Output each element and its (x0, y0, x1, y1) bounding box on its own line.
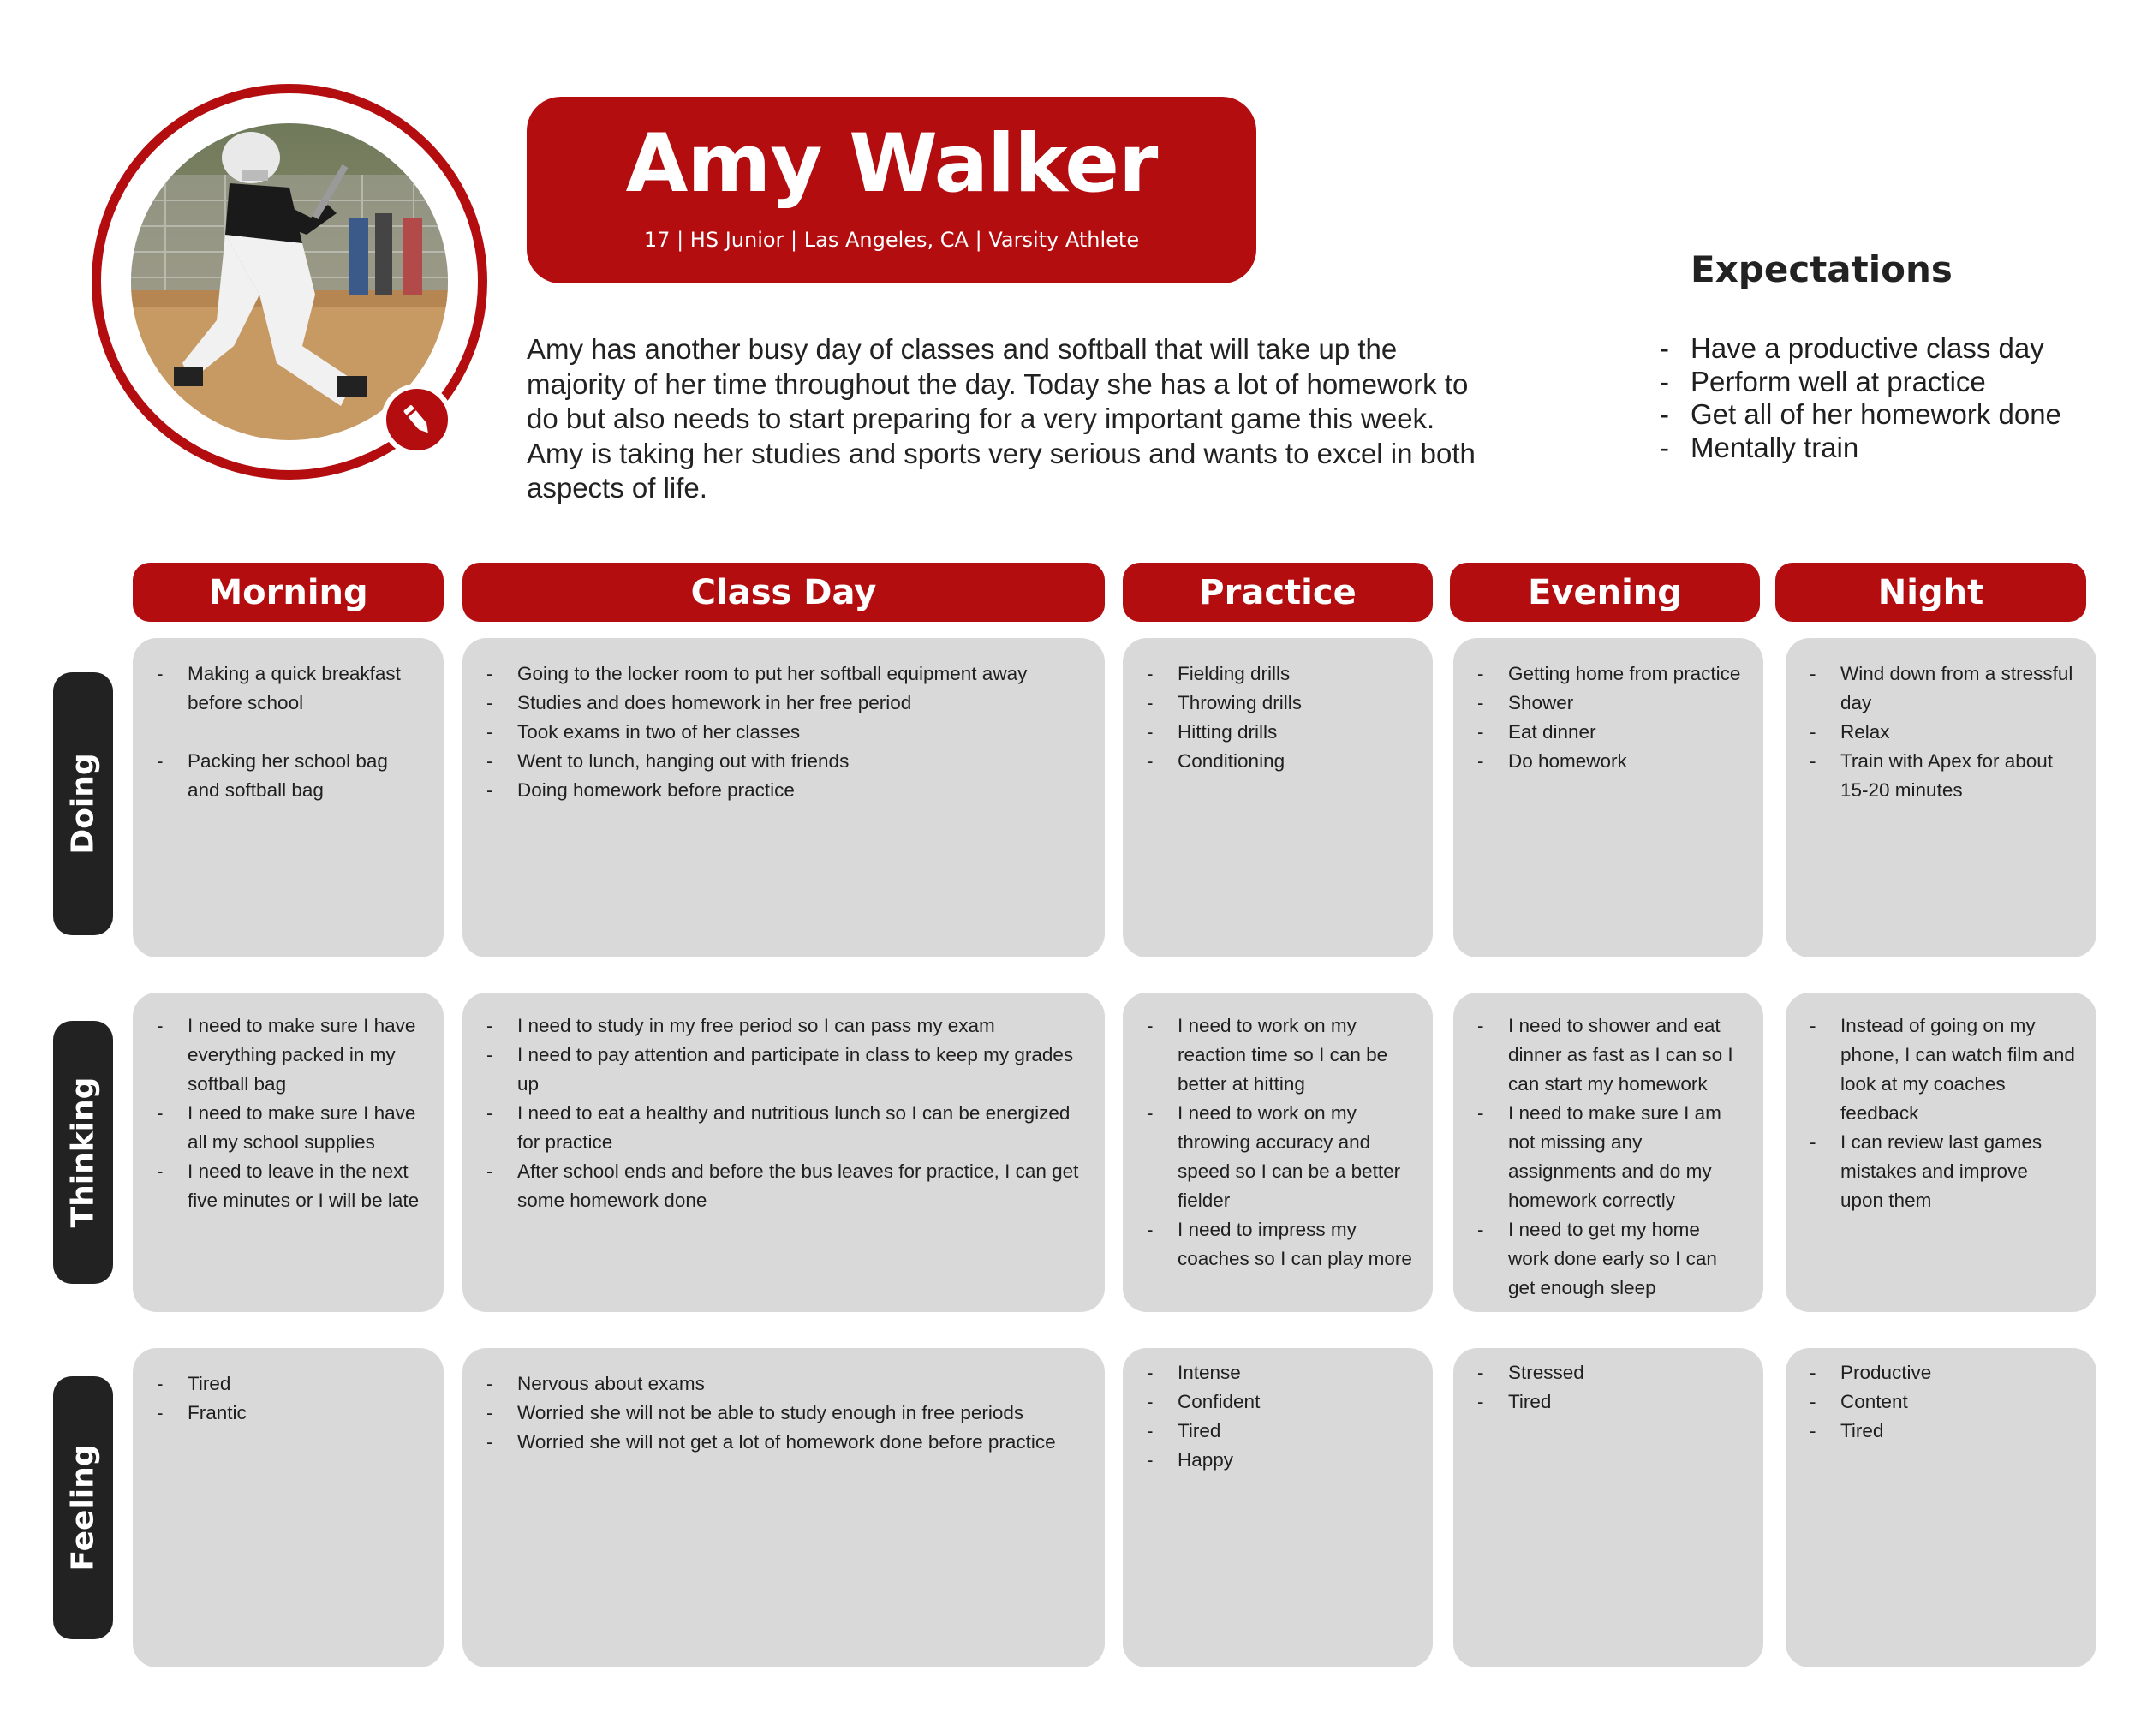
card-doing-class-day (462, 638, 1105, 957)
list-item: - I need to get my home work done early so I can get enough sleep (1477, 1219, 1717, 1298)
card-feeling-night (1786, 1348, 2096, 1667)
list-item: - Stressed (1477, 1362, 1584, 1383)
column-header-practice: Practice (1123, 563, 1433, 622)
list-item: - I need to make sure I have all my school supplies (157, 1102, 416, 1153)
card-thinking-evening (1453, 993, 1763, 1312)
list-item: - I need to make sure I have everything packed in my softball bag (157, 1015, 416, 1095)
list-item: - Content (1810, 1391, 1908, 1412)
list-item: - Going to the locker room to put her softball equipment away (486, 663, 1028, 684)
list-item: - I need to study in my free period so I can pass my exam (486, 1015, 995, 1036)
list-item: - Mentally train (1660, 431, 1859, 463)
list-item: - I need to pay attention and participate in class to keep my grades up (486, 1044, 1074, 1095)
spacer (157, 718, 423, 747)
column-header-night: Night (1775, 563, 2086, 622)
list-item: - Tired (1810, 1420, 1884, 1441)
list-item: - Relax (1810, 721, 1890, 743)
list-item: - Conditioning (1147, 750, 1285, 772)
list-item: - Intense (1147, 1362, 1241, 1383)
list-item: - Worried she will not be able to study enough in free periods (486, 1402, 1024, 1423)
list-item: - Train with Apex for about 15-20 minutes (1810, 750, 2054, 801)
card-thinking-practice (1123, 993, 1433, 1312)
card-feeling-evening (1453, 1348, 1763, 1667)
list-item: - I need to make sure I am not missing any assignments and do my homework correctly (1477, 1102, 1721, 1211)
list-item: - Making a quick breakfast before school (157, 663, 401, 713)
list-item: - Worried she will not get a lot of homework done before practice (486, 1431, 1056, 1453)
list-item: - Went to lunch, hanging out with friends (486, 750, 850, 772)
list-item: - Frantic (157, 1402, 247, 1423)
persona-name: Amy Walker (625, 117, 1158, 211)
list-item: - I need to eat a healthy and nutritious lunch so I can be energized for practice (486, 1102, 1070, 1153)
card-doing-morning (133, 638, 444, 957)
list-item: - Hitting drills (1147, 721, 1278, 743)
list-item: - I can review last games mistakes and improve upon them (1810, 1131, 2043, 1211)
list-item: - Getting home from practice (1477, 663, 1741, 684)
column-header-evening: Evening (1450, 563, 1760, 622)
list-item: - Instead of going on my phone, I can watch film and look at my coaches feedback (1810, 1015, 2075, 1124)
list-item: - I need to shower and eat dinner as fast as I can so I can start my homework (1477, 1015, 1733, 1095)
list-item: - I need to leave in the next five minutes or I will be late (157, 1160, 420, 1211)
name-banner (527, 97, 1256, 283)
list-item: - Fielding drills (1147, 663, 1291, 684)
list-item: - Studies and does homework in her free period (486, 692, 912, 713)
list-item: - Tired (157, 1373, 231, 1394)
list-item: - Confident (1147, 1391, 1261, 1412)
list-item: - Productive (1810, 1362, 1932, 1383)
card-thinking-morning (133, 993, 444, 1312)
list-item: - Packing her school bag and softball bag (157, 750, 388, 801)
list-item: - I need to work on my throwing accuracy and speed so I can be a better fielder (1147, 1102, 1401, 1211)
pencil-icon (398, 401, 436, 438)
row-label-thinking: Thinking (53, 1021, 113, 1284)
list-item: - Doing homework before practice (486, 779, 795, 801)
list-item: - Have a productive class day (1660, 332, 2044, 364)
list-item: - Tired (1147, 1420, 1221, 1441)
card-doing-practice (1123, 638, 1433, 957)
list-item: - Happy (1147, 1449, 1234, 1471)
card-doing-night (1786, 638, 2096, 957)
column-header-morning: Morning (133, 563, 444, 622)
card-thinking-class-day (462, 993, 1105, 1312)
card-feeling-class-day (462, 1348, 1105, 1667)
list-item: - Shower (1477, 692, 1574, 713)
list-item: - I need to work on my reaction time so I can be better at hitting (1147, 1015, 1388, 1095)
persona-description: Amy has another busy day of classes and softball that will take up the majority of her time throughout the day. Today she has a lot of homework to do but also needs to start preparing for a very important game this week. Amy is taking her studies and sports very serious and wants to excel in both aspects of life. (527, 333, 1476, 504)
list-item: - Throwing drills (1147, 692, 1303, 713)
list-item: - Do homework (1477, 750, 1627, 772)
row-label-feeling: Feeling (53, 1376, 113, 1639)
list-item: - Wind down from a stressful day (1810, 663, 2073, 713)
list-item: - Eat dinner (1477, 721, 1596, 743)
persona-subtitle: 17 | HS Junior | Las Angeles, CA | Varsity Athlete (643, 228, 1140, 252)
card-doing-evening (1453, 638, 1763, 957)
expectations-list (1660, 332, 2061, 464)
list-item: - I need to impress my coaches so I can play more (1147, 1219, 1412, 1269)
column-header-class-day: Class Day (462, 563, 1105, 622)
list-item: - Nervous about exams (486, 1373, 705, 1394)
card-feeling-practice (1123, 1348, 1433, 1667)
list-item: - Perform well at practice (1660, 365, 1986, 397)
row-label-doing: Doing (53, 672, 113, 935)
edit-badge[interactable] (381, 384, 453, 456)
card-thinking-night (1786, 993, 2096, 1312)
expectations-title: Expectations (1691, 248, 1953, 290)
list-item: - Took exams in two of her classes (486, 721, 801, 743)
list-item: - After school ends and before the bus leaves for practice, I can get some homework done (486, 1160, 1079, 1211)
list-item: - Tired (1477, 1391, 1552, 1412)
card-feeling-morning (133, 1348, 444, 1667)
list-item: - Get all of her homework done (1660, 398, 2061, 430)
